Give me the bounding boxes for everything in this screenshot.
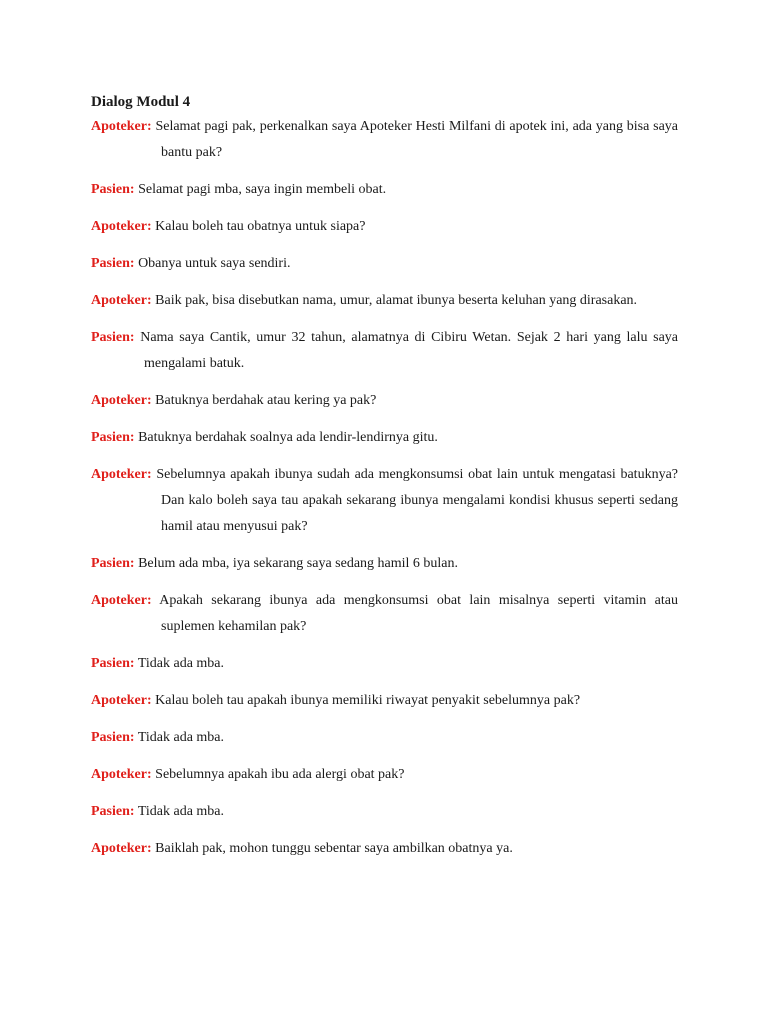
dialog-text: Selamat pagi mba, saya ingin membeli obat. <box>138 182 387 197</box>
dialog-text: Batuknya berdahak atau kering ya pak? <box>155 393 377 408</box>
speaker-label: Pasien: <box>91 430 135 445</box>
dialog-text: Baik pak, bisa disebutkan nama, umur, alamat ibunya beserta keluhan yang dirasakan. <box>155 293 638 308</box>
speaker-label: Apoteker: <box>91 767 152 782</box>
dialog-text: Apakah sekarang ibunya ada mengkonsumsi obat lain misalnya seperti vitamin atau suplemen kehamilan pak? <box>159 593 678 634</box>
speaker-label: Apoteker: <box>91 293 152 308</box>
speaker-label: Apoteker: <box>91 841 152 856</box>
speaker-label: Apoteker: <box>91 393 152 408</box>
dialog-entry <box>91 325 678 377</box>
dialog-text: Sebelumnya apakah ibunya sudah ada mengkonsumsi obat lain untuk mengatasi batuknya? Dan kalo boleh saya tau apakah sekarang ibunya mengalami kondisi khusus seperti sedang hamil atau menyusui pak? <box>156 467 679 534</box>
dialog-text: Baiklah pak, mohon tunggu sebentar saya ambilkan obatnya ya. <box>155 841 513 856</box>
speaker-label: Pasien: <box>91 182 135 197</box>
speaker-label: Pasien: <box>91 330 135 345</box>
dialog-entry <box>91 388 678 414</box>
dialog-entry <box>91 214 678 240</box>
dialog-entry <box>91 688 678 714</box>
dialog-entry <box>91 799 678 825</box>
speaker-label: Pasien: <box>91 256 135 271</box>
document-page <box>91 92 678 873</box>
dialog-entry <box>91 551 678 577</box>
speaker-label: Pasien: <box>91 730 135 745</box>
dialog-text: Batuknya berdahak soalnya ada lendir-lendirnya gitu. <box>138 430 438 445</box>
dialog-entry <box>91 462 678 540</box>
dialog-entry <box>91 588 678 640</box>
dialog-text: Obanya untuk saya sendiri. <box>138 256 291 271</box>
dialog-text: Kalau boleh tau apakah ibunya memiliki riwayat penyakit sebelumnya pak? <box>155 693 581 708</box>
dialog-text: Tidak ada mba. <box>137 730 225 745</box>
dialog-text: Sebelumnya apakah ibu ada alergi obat pak? <box>155 767 405 782</box>
dialog-text: Nama saya Cantik, umur 32 tahun, alamatnya di Cibiru Wetan. Sejak 2 hari yang lalu saya mengalami batuk. <box>140 330 679 371</box>
dialog-text: Kalau boleh tau obatnya untuk siapa? <box>155 219 366 234</box>
speaker-label: Apoteker: <box>91 693 152 708</box>
dialog-text: Selamat pagi pak, perkenalkan saya Apoteker Hesti Milfani di apotek ini, ada yang bisa saya bantu pak? <box>155 119 678 160</box>
speaker-label: Apoteker: <box>91 467 152 482</box>
dialog-entry <box>91 836 678 862</box>
speaker-label: Apoteker: <box>91 593 152 608</box>
dialog-text: Tidak ada mba. <box>137 804 225 819</box>
dialog-entry <box>91 651 678 677</box>
dialog-entry <box>91 177 678 203</box>
dialog-text: Tidak ada mba. <box>137 656 225 671</box>
dialog-text: Belum ada mba, iya sekarang saya sedang hamil 6 bulan. <box>138 556 459 571</box>
document-title: Dialog Modul 4 <box>91 94 191 110</box>
speaker-label: Apoteker: <box>91 119 152 134</box>
dialog-entry <box>91 762 678 788</box>
dialog-entry <box>91 114 678 166</box>
speaker-label: Pasien: <box>91 656 135 671</box>
speaker-label: Apoteker: <box>91 219 152 234</box>
speaker-label: Pasien: <box>91 556 135 571</box>
dialog-entry <box>91 425 678 451</box>
dialog-entry <box>91 725 678 751</box>
dialog-entry <box>91 288 678 314</box>
speaker-label: Pasien: <box>91 804 135 819</box>
dialog-list <box>91 114 678 862</box>
dialog-entry <box>91 251 678 277</box>
